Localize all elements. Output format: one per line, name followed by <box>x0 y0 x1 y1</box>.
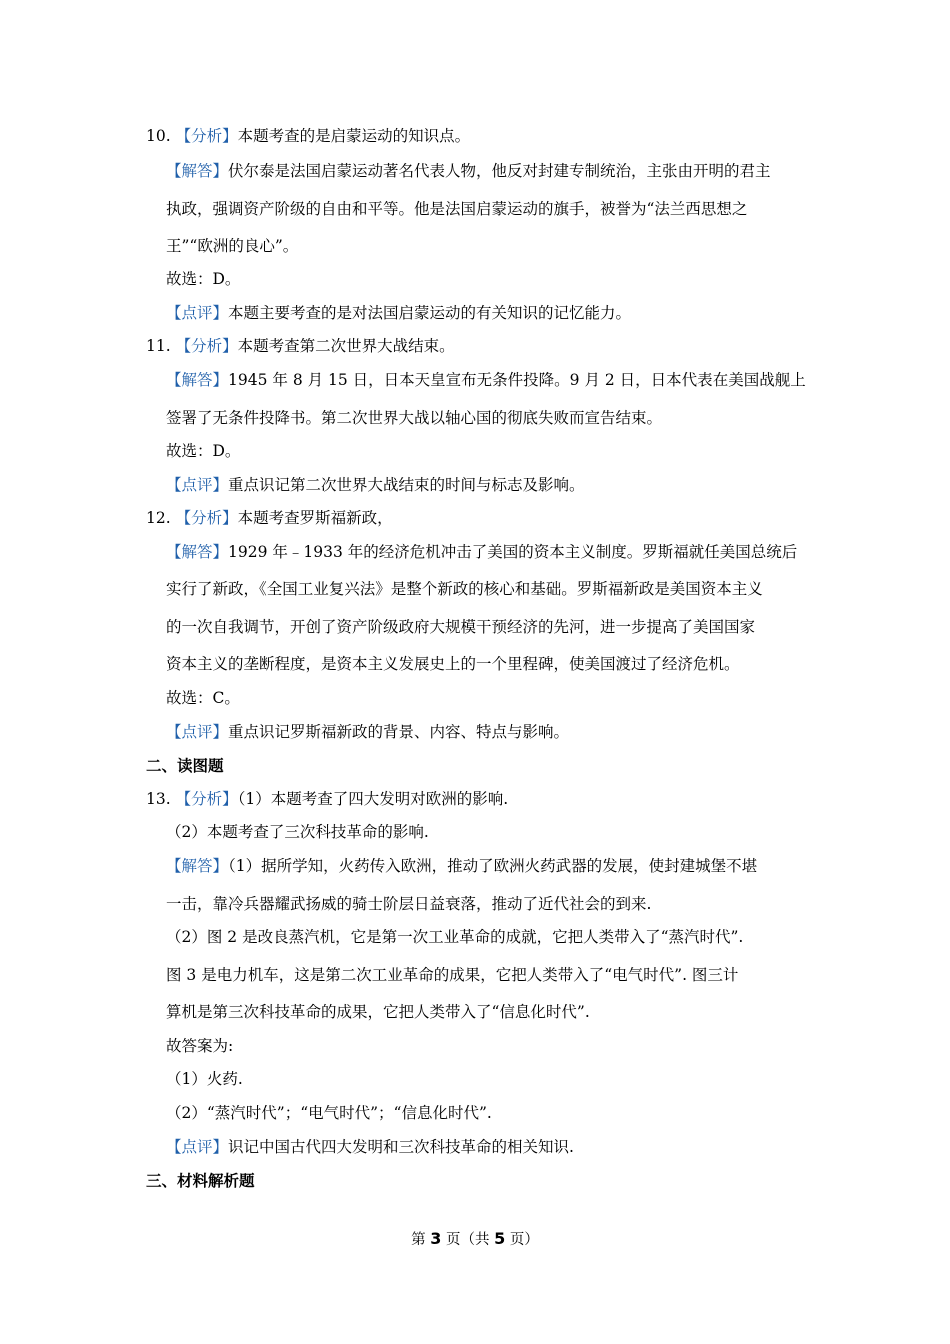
q13-answer-line-5: 算机是第三次科技革命的成果，它把人类带入了“信息化时代”. <box>166 1003 590 1021</box>
q10-analysis-line <box>146 126 470 146</box>
q10-analysis-text: 本题考查的是启蒙运动的知识点。 <box>237 127 471 145</box>
q13-answer-line-1 <box>166 856 757 876</box>
q11-analysis-text: 本题考查第二次世界大战结束。 <box>237 337 455 355</box>
q10-comment-text: 本题主要考查的是对法国启蒙运动的有关知识的记忆能力。 <box>228 304 632 322</box>
q13-comment-text: 识记中国古代四大发明和三次科技革命的相关知识. <box>228 1138 574 1156</box>
page-footer <box>0 1229 950 1250</box>
q12-answer-line-4: 资本主义的垄断程度，是资本主义发展史上的一个里程碑，使美国渡过了经济危机。 <box>166 655 740 673</box>
footer-suffix: 页） <box>505 1232 539 1248</box>
q11-comment-line <box>166 475 585 495</box>
q12-analysis-tag: 【分析】 <box>175 509 238 527</box>
q12-answer-line-1 <box>166 542 797 562</box>
q11-answer-tag: 【解答】 <box>166 371 229 389</box>
q13-final-2: （2）“蒸汽时代”；“电气时代”；“信息化时代”. <box>166 1104 492 1122</box>
q12-comment-text: 重点识记罗斯福新政的背景、内容、特点与影响。 <box>228 723 570 741</box>
footer-middle: 页（共 <box>441 1232 495 1248</box>
q13-analysis-line <box>146 789 508 809</box>
q13-answer-line-4: 图 3 是电力机车，这是第二次工业革命的成果，它把人类带入了“电气时代”. 图三计 <box>166 966 739 984</box>
q11-answer-line-1 <box>166 370 806 390</box>
q13-analysis-line-2: （2）本题考查了三次科技革命的影响. <box>166 823 429 841</box>
section-2-heading: 二、读图题 <box>146 756 224 775</box>
q10-answer-tag: 【解答】 <box>166 162 229 180</box>
q10-number: 10. <box>146 127 171 145</box>
q12-analysis-text: 本题考查罗斯福新政， <box>237 509 393 527</box>
q11-number: 11. <box>146 337 171 355</box>
q11-analysis-tag: 【分析】 <box>175 337 238 355</box>
q13-number: 13. <box>146 790 171 808</box>
q11-comment-tag: 【点评】 <box>166 476 229 494</box>
q11-comment-text: 重点识记第二次世界大战结束的时间与标志及影响。 <box>228 476 585 494</box>
q13-answer-text-1: （1）据所学知，火药传入欧洲，推动了欧洲火药武器的发展，使封建城堡不堪 <box>228 857 758 875</box>
q13-answer-line-3: （2）图 2 是改良蒸汽机，它是第一次工业革命的成就，它把人类带入了“蒸汽时代”. <box>166 928 744 946</box>
q10-comment-line <box>166 303 631 323</box>
q12-comment-line <box>166 722 569 742</box>
section-3-heading: 三、材料解析题 <box>146 1171 255 1190</box>
footer-page-number: 3 <box>430 1229 442 1248</box>
q13-analysis-text-1: （1）本题考查了四大发明对欧洲的影响. <box>237 790 509 808</box>
footer-prefix: 第 <box>411 1232 431 1248</box>
q13-final-label: 故答案为: <box>166 1037 234 1055</box>
q13-answer-tag: 【解答】 <box>166 857 229 875</box>
q10-choice: 故选：D。 <box>166 270 241 288</box>
q10-answer-text-1: 伏尔泰是法国启蒙运动著名代表人物，他反对封建专制统治，主张由开明的君主 <box>228 162 771 180</box>
q13-comment-line <box>166 1137 574 1157</box>
q12-answer-line-2: 实行了新政，《全国工业复兴法》是整个新政的核心和基础。罗斯福新政是美国资本主义 <box>166 580 763 598</box>
q12-answer-tag: 【解答】 <box>166 543 229 561</box>
q12-comment-tag: 【点评】 <box>166 723 229 741</box>
q12-answer-line-3: 的一次自我调节，开创了资产阶级政府大规模干预经济的先河，进一步提高了美国国家 <box>166 618 756 636</box>
q11-choice: 故选：D。 <box>166 442 241 460</box>
q12-answer-text-1: 1929 年﹣1933 年的经济危机冲击了美国的资本主义制度。罗斯福就任美国总统后 <box>228 543 798 561</box>
q12-analysis-line <box>146 508 393 528</box>
q11-answer-text-1: 1945 年 8 月 15 日，日本天皇宣布无条件投降。9 月 2 日，日本代表在美国战舰上 <box>228 371 806 389</box>
q11-answer-line-2: 签署了无条件投降书。第二次世界大战以轴心国的彻底失败而宣告结束。 <box>166 409 663 427</box>
q10-comment-tag: 【点评】 <box>166 304 229 322</box>
q13-comment-tag: 【点评】 <box>166 1138 229 1156</box>
q11-analysis-line <box>146 336 455 356</box>
q12-choice: 故选：C。 <box>166 689 240 707</box>
q10-answer-line-2: 执政，强调资产阶级的自由和平等。他是法国启蒙运动的旗手，被誉为“法兰西思想之 <box>166 200 748 218</box>
q10-analysis-tag: 【分析】 <box>175 127 238 145</box>
q13-answer-line-2: 一击，靠冷兵器耀武扬威的骑士阶层日益衰落，推动了近代社会的到来. <box>166 895 652 913</box>
q13-analysis-tag: 【分析】 <box>175 790 238 808</box>
q13-final-1: （1）火药. <box>166 1070 243 1088</box>
q10-answer-line-3: 王”“欧洲的良心”。 <box>166 237 299 255</box>
footer-total-pages: 5 <box>494 1229 506 1248</box>
q10-answer-line-1 <box>166 161 771 181</box>
q12-number: 12. <box>146 509 171 527</box>
